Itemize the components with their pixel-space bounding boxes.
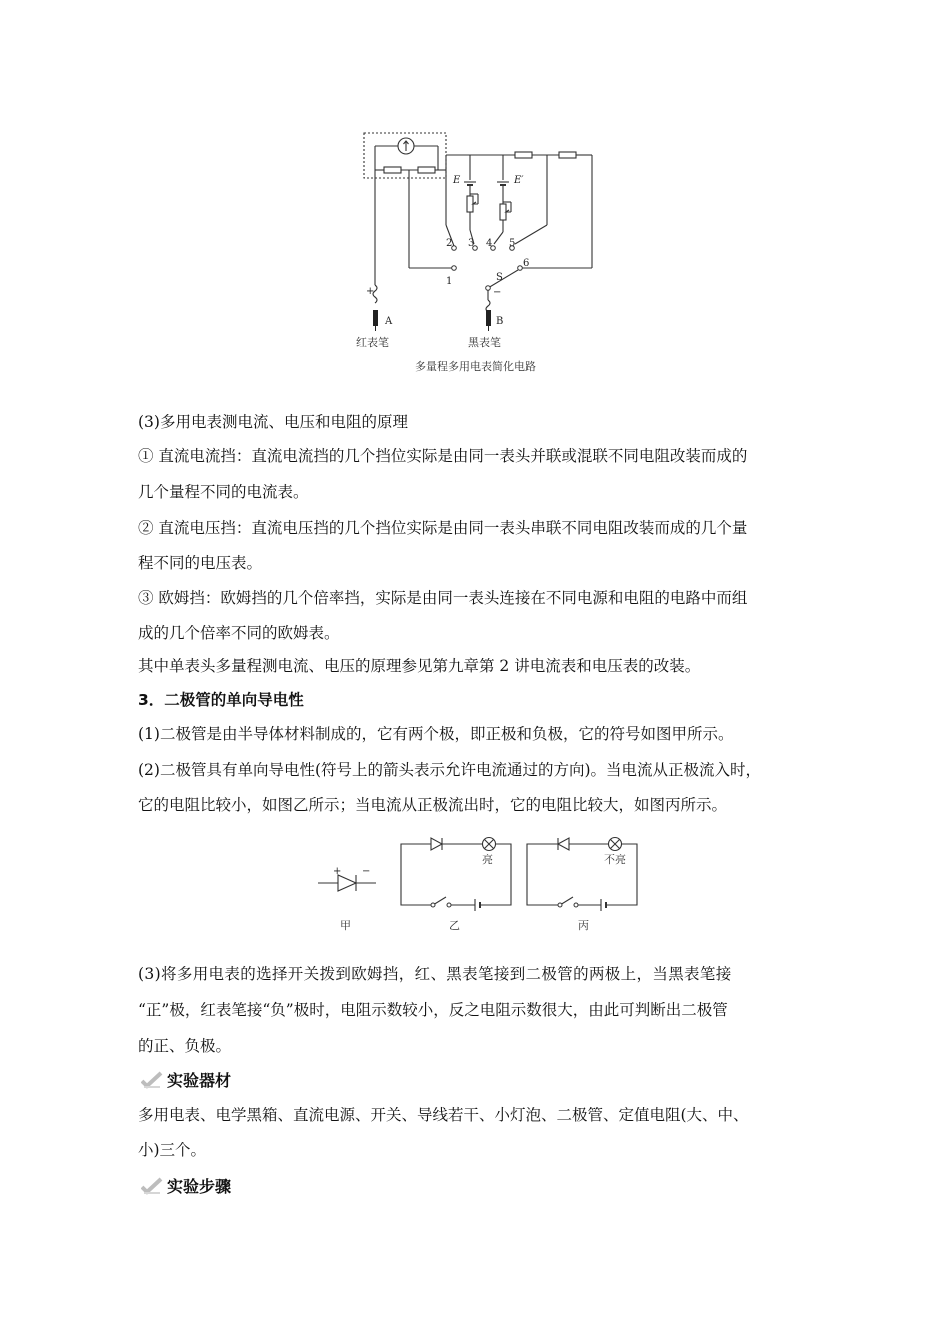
red-probe-body — [373, 310, 378, 326]
diode-p1: (1)二极管是由半导体材料制成的，它有两个极，即正极和负极，它的符号如图甲所示。 — [138, 725, 734, 743]
diode-p2-line-1: (2)二极管具有单向导电性(符号上的箭头表示允许电流通过的方向)。当电流从正极流入时， — [138, 761, 762, 779]
terminal-a-label: A — [385, 316, 393, 327]
figure-yi-label: 乙 — [449, 919, 460, 932]
switch-contact — [558, 903, 562, 907]
figure1-caption: 多量程多用电表简化电路 — [415, 360, 536, 373]
black-probe-body — [486, 310, 491, 326]
dc-current-line-2: 几个量程不同的电流表。 — [138, 483, 309, 501]
resistor — [559, 152, 576, 158]
ohm-line-2: 成的几个倍率不同的欧姆表。 — [138, 624, 340, 642]
lamp-off-label: 不亮 — [604, 853, 626, 866]
equipment-heading — [141, 1068, 231, 1091]
diode-symbol — [318, 875, 376, 891]
lamp-on-label: 亮 — [482, 853, 493, 866]
black-probe-label: 黑表笔 — [468, 336, 501, 349]
resistor — [515, 152, 532, 158]
equipment-line-1: 多用电表、电学黑箱、直流电源、开关、导线若干、小灯泡、二极管、定值电阻(大、中、 — [138, 1106, 749, 1124]
ohm-line-1: ③ 欧姆挡：欧姆挡的几个倍率挡，实际是由同一表头连接在不同电源和电阻的电路中而组 — [138, 589, 748, 607]
figure-bing-label: 丙 — [578, 919, 589, 932]
red-probe-label: 红表笔 — [356, 336, 389, 349]
figure-jia-label: 甲 — [340, 919, 351, 932]
diode-plus: + — [333, 866, 342, 877]
meter-head-box — [364, 133, 446, 178]
position-5-label: 5 — [509, 238, 516, 249]
resistor — [384, 167, 401, 173]
diode-p3-line-2: “正”极，红表笔接“负”极时，电阻示数较小，反之电阻示数很大，由此可判断出二极管 — [138, 1001, 728, 1019]
switch-contact — [447, 903, 451, 907]
switch-contact-1 — [452, 266, 457, 271]
switch-contact — [431, 903, 435, 907]
circuit-bing — [527, 838, 637, 912]
diode-p2-line-2: 它的电阻比较小，如图乙所示；当电流从正极流出时，它的电阻比较大，如图丙所示。 — [138, 796, 728, 814]
principle-title: (3)多用电表测电流、电压和电阻的原理 — [138, 413, 408, 431]
equipment-line-2: 小)三个。 — [138, 1141, 207, 1159]
switch-contact-6 — [518, 266, 523, 271]
switch-pivot — [486, 286, 491, 291]
plus-sign: + — [366, 286, 375, 297]
check-icon — [141, 1071, 163, 1089]
diode-heading: 3．二极管的单向导电性 — [138, 691, 304, 709]
resistor — [418, 167, 435, 173]
switch-s-label: S — [496, 272, 503, 283]
position-6-label: 6 — [523, 258, 530, 269]
steps-heading — [141, 1174, 231, 1197]
galvanometer — [375, 138, 438, 170]
equipment-heading-text: 实验器材 — [167, 1071, 232, 1090]
position-1-label: 1 — [446, 276, 453, 287]
dc-current-line-1: ① 直流电流挡：直流电流挡的几个挡位实际是由同一表头并联或混联不同电阻改装而成的 — [138, 447, 748, 465]
multimeter-circuit-figure — [340, 125, 630, 380]
position-2-label: 2 — [446, 238, 453, 249]
emf-e-prime-label: E′ — [514, 175, 524, 186]
position-4-label: 4 — [486, 238, 493, 249]
dc-voltage-line-2: 程不同的电压表。 — [138, 554, 263, 572]
position-3-label: 3 — [468, 238, 475, 249]
diode-p3-line-1: (3)将多用电表的选择开关拨到欧姆挡，红、黑表笔接到二极管的两极上，当黑表笔接 — [138, 965, 732, 983]
switch-contact-2 — [452, 246, 457, 251]
minus-sign: − — [493, 287, 502, 298]
check-icon — [141, 1177, 163, 1195]
diode-minus: − — [362, 866, 371, 877]
reference-note: 其中单表头多量程测电流、电压的原理参见第九章第 2 讲电流表和电压表的改装。 — [138, 657, 701, 675]
emf-e-label: E — [453, 175, 461, 186]
circuit-yi — [401, 838, 511, 912]
dc-voltage-line-1: ② 直流电压挡：直流电压挡的几个挡位实际是由同一表头串联不同电阻改装而成的几个量 — [138, 519, 748, 537]
steps-heading-text: 实验步骤 — [167, 1177, 232, 1196]
diode-circuits-figure — [310, 830, 650, 940]
switch-contact — [574, 903, 578, 907]
terminal-b-label: B — [496, 316, 504, 327]
diode-p3-line-3: 的正、负极。 — [138, 1037, 232, 1055]
